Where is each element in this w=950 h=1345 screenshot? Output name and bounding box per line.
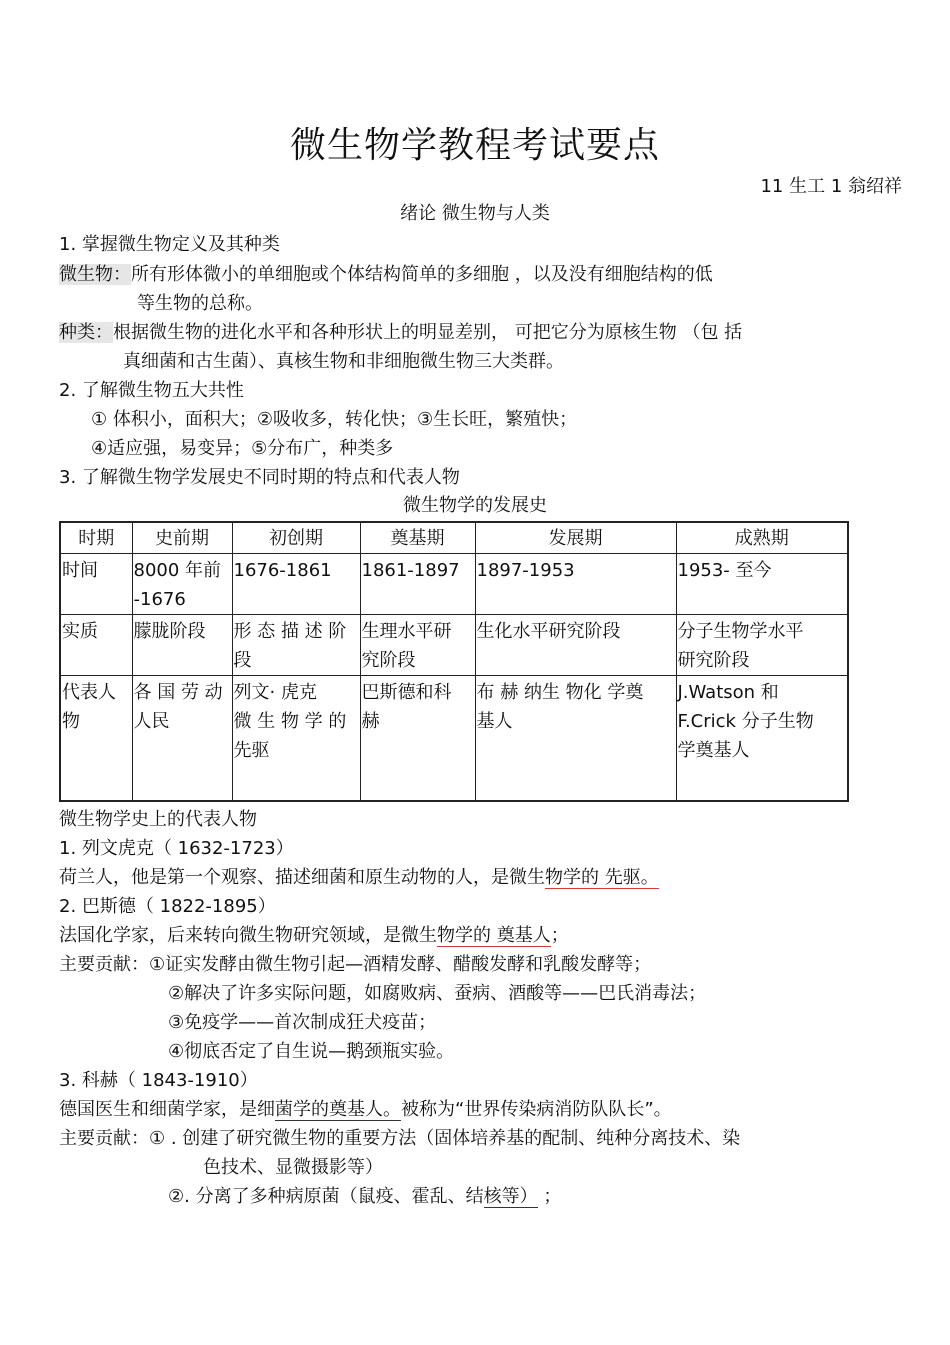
cell-line: J.Watson 和 bbox=[677, 682, 779, 703]
table-row-nature bbox=[60, 615, 848, 676]
person-2-contribution-4: ④彻底否定了自生说—鹅颈瓶实验。 bbox=[168, 1041, 455, 1062]
person-3-contribution-1 bbox=[59, 1127, 740, 1151]
chapter-subtitle: 绪论 微生物与人类 bbox=[400, 203, 550, 224]
table-cell bbox=[676, 676, 848, 802]
cell-line: 列文· 虎克 bbox=[233, 682, 317, 703]
traits-line-2: ④适应强，易变异；⑤分布广，种类多 bbox=[91, 438, 394, 459]
cell-line: 学奠基人 bbox=[677, 740, 750, 761]
definition-term: 微生物： bbox=[59, 264, 131, 285]
header-cell: 初创期 bbox=[232, 522, 360, 554]
underlined-phrase: 核等） bbox=[483, 1186, 538, 1207]
cell-line: 人民 bbox=[133, 711, 170, 732]
cell-line: 段 bbox=[233, 650, 252, 671]
history-table bbox=[59, 521, 849, 802]
person-1-name: 1. 列文虎克（ 1632-1723） bbox=[59, 838, 294, 859]
contribution-label: 主要贡献： bbox=[59, 954, 149, 975]
kinds-line-1 bbox=[59, 321, 742, 345]
text-run: ①证实发酵由微生物引起—酒精发酵、醋酸发酵和乳酸发酵等； bbox=[149, 954, 652, 975]
cell-line: 物 bbox=[62, 711, 80, 732]
text-run: 德国医生和细菌学家，是细 bbox=[59, 1099, 275, 1120]
underlined-phrase: 物学的 奠基人 bbox=[437, 925, 551, 946]
table-header-row bbox=[60, 522, 848, 554]
underlined-phrase: 菌学的奠基人。 bbox=[275, 1099, 401, 1120]
cell-line: 赫 bbox=[361, 711, 380, 732]
cell-line: 代表人 bbox=[62, 682, 116, 703]
header-cell: 成熟期 bbox=[676, 522, 848, 554]
table-row-people bbox=[60, 676, 848, 802]
cell-line: 微 生 物 学 的 bbox=[233, 711, 347, 732]
people-heading: 微生物学史上的代表人物 bbox=[59, 809, 257, 830]
section-1-heading: 1. 掌握微生物定义及其种类 bbox=[59, 234, 280, 255]
page-title: 微生物学教程考试要点 bbox=[289, 125, 660, 166]
table-cell: 朦胧阶段 bbox=[132, 615, 232, 676]
cell-line: 基人 bbox=[476, 711, 513, 732]
header-cell: 奠基期 bbox=[360, 522, 475, 554]
cell-line: 先驱 bbox=[233, 740, 270, 761]
person-3-contribution-1-cont: 色技术、显微摄影等） bbox=[203, 1157, 383, 1178]
person-2-contribution-2: ②解决了许多实际问题，如腐败病、蚕病、酒酸等——巴氏消毒法； bbox=[168, 983, 707, 1004]
table-cell: 1953- 至今 bbox=[676, 554, 848, 615]
cell-line: 形 态 描 述 阶 bbox=[233, 621, 347, 642]
text-run: ① . 创建了研究微生物的重要方法（固体培养基的配制、纯种分离技术、染 bbox=[149, 1128, 741, 1149]
table-cell bbox=[360, 676, 475, 802]
definition-text: 所有形体微小的单细胞或个体结构简单的多细胞 ，以及没有细胞结构的低 bbox=[131, 264, 713, 285]
cell-line: 巴斯德和科 bbox=[361, 682, 452, 703]
person-2-description bbox=[59, 924, 569, 948]
row-label: 时间 bbox=[60, 554, 132, 615]
text-run: 法国化学家，后来转向微生物研究领域，是微生 bbox=[59, 925, 437, 946]
cell-line: 布 赫 纳生 物化 学奠 bbox=[476, 682, 644, 703]
table-row-time bbox=[60, 554, 848, 615]
table-cell bbox=[676, 615, 848, 676]
table-caption: 微生物学的发展史 bbox=[403, 495, 547, 516]
cell-line: 各 国 劳 动 bbox=[133, 682, 223, 703]
section-3-heading: 3. 了解微生物学发展史不同时期的特点和代表人物 bbox=[59, 467, 460, 488]
person-3-description bbox=[59, 1098, 672, 1122]
person-2-contribution-1 bbox=[59, 953, 651, 977]
cell-line: F.Crick 分子生物 bbox=[677, 711, 814, 732]
definition-line-1 bbox=[59, 263, 713, 287]
person-3-name: 3. 科赫（ 1843-1910） bbox=[59, 1070, 258, 1091]
person-3-contribution-2 bbox=[168, 1185, 561, 1209]
cell-line: 8000 年前 bbox=[133, 560, 222, 581]
table-cell bbox=[132, 554, 232, 615]
table-cell: 1861-1897 bbox=[360, 554, 475, 615]
cell-line: 研究阶段 bbox=[677, 650, 750, 671]
table-cell bbox=[132, 676, 232, 802]
kinds-term: 种类： bbox=[59, 322, 113, 343]
traits-line-1: ① 体积小，面积大；②吸收多，转化快；③生长旺，繁殖快； bbox=[91, 409, 578, 430]
table-cell: 1676-1861 bbox=[232, 554, 360, 615]
table-cell bbox=[232, 615, 360, 676]
person-1-description bbox=[59, 866, 659, 890]
table-cell: 1897-1953 bbox=[475, 554, 676, 615]
table-cell bbox=[360, 615, 475, 676]
row-label bbox=[60, 676, 132, 802]
text-run: 荷兰人，他是第一个观察、描述细菌和原生动物的人，是微生 bbox=[59, 867, 545, 888]
text-run: ②. 分离了多种病原菌（鼠疫、霍乱、结 bbox=[168, 1186, 484, 1207]
kinds-text: 根据微生物的进化水平和各种形状上的明显差别， 可把它分为原核生物 （包 括 bbox=[113, 322, 743, 343]
table-cell bbox=[475, 676, 676, 802]
author-line: 11 生工 1 翁绍祥 bbox=[760, 176, 902, 197]
section-2-heading: 2. 了解微生物五大共性 bbox=[59, 380, 244, 401]
contribution-label: 主要贡献： bbox=[59, 1128, 149, 1149]
definition-line-2: 等生物的总称。 bbox=[137, 293, 263, 314]
text-run: ； bbox=[537, 1186, 562, 1207]
cell-line: 生理水平研 bbox=[361, 621, 452, 642]
kinds-line-2: 真细菌和古生菌）、真核生物和非细胞微生物三大类群。 bbox=[123, 351, 564, 372]
header-cell: 发展期 bbox=[475, 522, 676, 554]
cell-line: -1676 bbox=[133, 589, 186, 610]
underlined-phrase: 物学的 先驱。 bbox=[545, 867, 659, 888]
header-cell: 时期 bbox=[60, 522, 132, 554]
person-2-contribution-3: ③免疫学——首次制成狂犬疫苗； bbox=[168, 1012, 437, 1033]
table-cell bbox=[232, 676, 360, 802]
text-run: ； bbox=[550, 925, 569, 946]
text-run: 被称为“世界传染病消防队队长”。 bbox=[401, 1099, 672, 1120]
person-2-name: 2. 巴斯德（ 1822-1895） bbox=[59, 896, 276, 917]
cell-line: 究阶段 bbox=[361, 650, 416, 671]
row-label: 实质 bbox=[60, 615, 132, 676]
cell-line: 分子生物学水平 bbox=[677, 621, 804, 642]
header-cell: 史前期 bbox=[132, 522, 232, 554]
table-cell: 生化水平研究阶段 bbox=[475, 615, 676, 676]
